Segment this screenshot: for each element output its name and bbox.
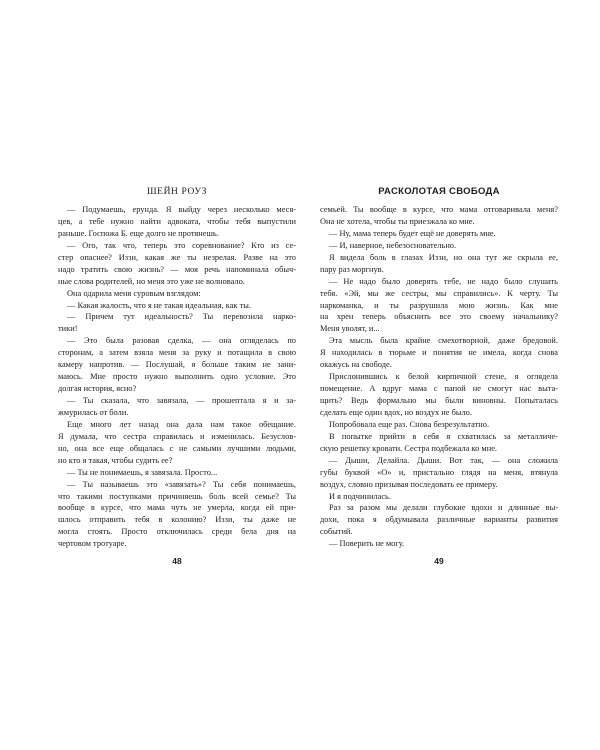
text-line: маюсь. Мне просто нужно выполнить одно условие. Это (58, 372, 296, 382)
text-line: на хрен теперь объяснить все это своему начальнику? (320, 312, 558, 322)
text-line: — Причем тут идеальность? Ты перевозила нарко- (67, 312, 296, 322)
text-line: дохи, пока я обдумывала различные варианты развития (320, 515, 558, 525)
text-line: И я подчинилась. (329, 491, 391, 501)
text-line: стер опаснее? Иззи, какая же ты незрелая. Разве на это (58, 252, 296, 262)
text-line (58, 550, 296, 552)
text-line: надо тратить свою жизнь? — моя речь напоминала обыч- (58, 264, 296, 274)
text-line: губы буквой «О» и, пристально глядя на меня, втянула (320, 467, 558, 477)
text-line: тики! (58, 324, 78, 334)
text-line: наркоманка, и ты разрушила мою жизнь. Как мне (320, 300, 558, 310)
text-line: — Какая жалость, что я не такая идеальная, как ты. (67, 300, 251, 310)
text-line: чертовом тротуаре. (58, 539, 127, 549)
text-line: Прислонившись к белой кирпичной стене, я оглядела (329, 372, 558, 382)
text-line: — Подумаешь, ерунда. Я выйду через несколько меся- (67, 205, 296, 214)
text-line: раньше. Госпожа Б. еще долго не протянешь. (58, 228, 219, 238)
text-line: — Ну, мама теперь будет ещё не доверять мне. (329, 228, 496, 238)
text-line: сделать еще один вдох, но воздух не было. (320, 407, 472, 417)
text-line: Эта мысль была крайне смехотворной, даже бредовой. (329, 336, 558, 346)
left-running-head: ШЕЙН РОУЗ (147, 187, 207, 197)
text-line: но кто я такая, чтобы судить ее? (58, 455, 173, 465)
text-line: могла стоять. Просто отключилась среди бела дня на (58, 527, 296, 537)
left-page-number: 48 (172, 556, 182, 566)
text-line: — Это была разовая сделка, — она огляделась по (67, 336, 296, 346)
text-line: Меня уволят, и... (320, 324, 380, 334)
text-line: — Не надо было доверять тебе, не надо было слушать (329, 276, 558, 286)
text-line: — Поверить не могу. (329, 539, 405, 549)
text-line: Я думала, что сестра справилась и изменилась. Безуслов- (58, 431, 296, 441)
text-line: В попытке прийти в себя я схватилась за металличе- (329, 431, 558, 441)
text-line: помещение. А вдруг мама с папой не смогут нас выта- (320, 384, 558, 394)
left-page-body (58, 204, 296, 552)
text-line: воздух, словно призывая последовать ее примеру. (320, 479, 498, 489)
text-line: долгая история, ясно? (58, 384, 137, 394)
text-line: — Ты не понимаешь, я завязала. Просто... (67, 467, 218, 477)
text-line: — Ты называешь это «завязать»? Ты себя понимаешь, (67, 479, 296, 489)
text-line: Я находилась в тюрьме и понятия не имела, когда снова (320, 348, 558, 358)
text-line: — Ого, так что, теперь это соревнование? Кто из се- (67, 240, 296, 250)
text-line: шлось отправить тебя в колонию? Иззи, ты даже не (58, 515, 296, 525)
text-line: Еще много лет назад она дала нам такое обещание. (67, 419, 296, 429)
text-line: — И, наверное, небезосновательно. (329, 240, 457, 250)
text-line: сторонам, а затем взяла меня за руку и потащила в свою (58, 348, 296, 358)
text-line: — Дыши, Делайла. Дыши. Вот так, — она сложила (329, 455, 558, 465)
text-line: скую решетку кровати. Сестра подбежала ко мне. (320, 443, 498, 453)
text-line: щить? Ведь формально мы были виновны. Попыталась (320, 396, 558, 405)
text-line: камеру напротив. — Послушай, я больше таким не зани- (58, 360, 296, 370)
right-page-number: 49 (434, 556, 444, 566)
text-line: пару раз моргнув. (320, 264, 384, 274)
text-line: Она не хотела, чтобы ты приезжала ко мне. (320, 216, 475, 226)
text-line: Я видела боль в глазах Иззи, но она тут же скрыла ее, (329, 252, 558, 262)
text-line: что такими поступками причиняешь боль всей семье? Ты (58, 491, 296, 501)
text-line: но, она все еще общалась с не самыми лучшими людьми, (58, 443, 296, 453)
text-line: — Ты сказала, что завязала, — прошептала я и за- (67, 396, 296, 405)
left-page (58, 186, 296, 567)
right-running-head: РАСКОЛОТАЯ СВОБОДА (378, 186, 500, 197)
text-line: окажусь на свободе. (320, 360, 392, 370)
text-line: Она одарила меня суровым взглядом: (67, 288, 201, 298)
text-line: семьей. Ты вообще в курсе, что мама отговаривала меня? (320, 205, 558, 214)
text-line: тебя. «Эй, мы же сестры, мы справились». К черту. Ты (320, 288, 558, 298)
text-line: цев, а тебе нужно найти адвоката, чтобы тебя выпустили (58, 216, 296, 226)
right-page (320, 186, 558, 567)
text-line: жмурилась от боли. (58, 407, 129, 417)
text-line: Попробовала еще раз. Снова безрезультатно. (329, 419, 490, 429)
text-line: событий. (320, 527, 353, 537)
text-line: вообще в курсе, что мама чуть не умерла, когда ей при- (58, 503, 296, 513)
text-line (320, 550, 558, 552)
right-page-body (320, 204, 558, 552)
text-line: Раз за разом мы делали глубокие вдохи и длинные вы- (329, 503, 558, 513)
text-line: ные слова родителей, но меня это уже не волновало. (58, 276, 245, 286)
